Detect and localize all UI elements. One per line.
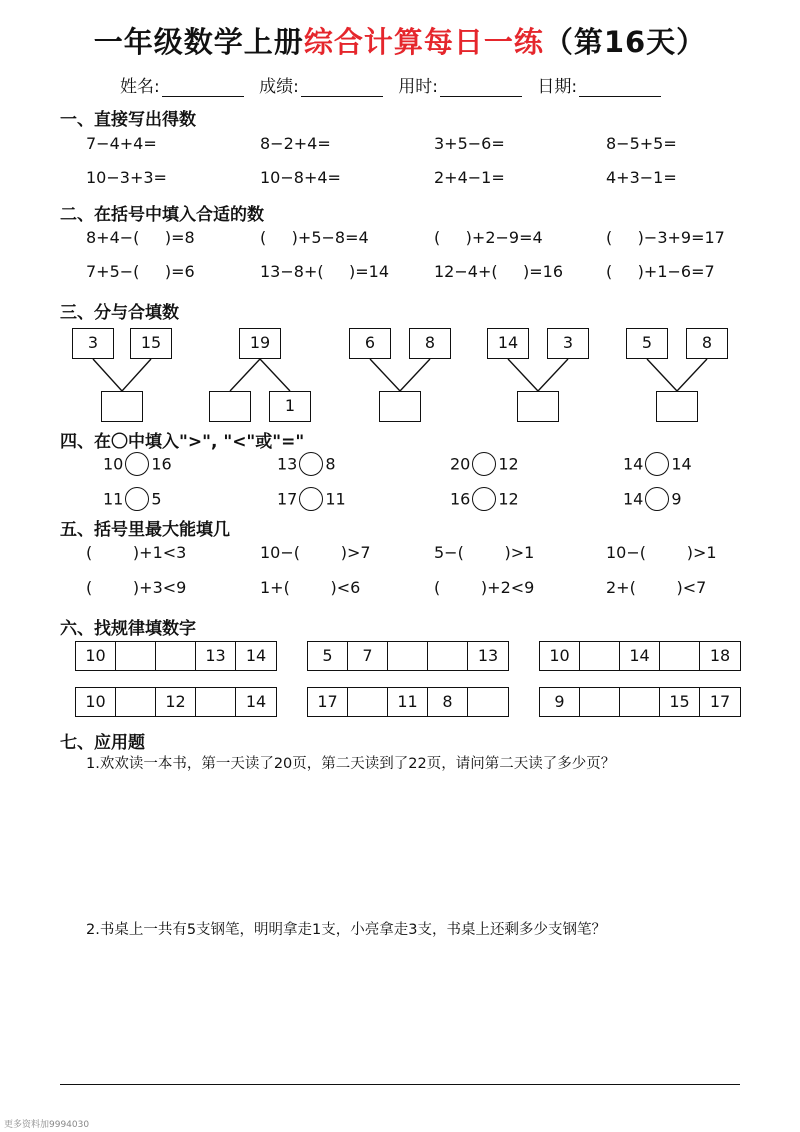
sequence-cell[interactable] <box>348 688 388 716</box>
compare-circle[interactable] <box>645 487 669 511</box>
compare-item: 20 12 <box>450 452 519 476</box>
q5-item: ( )+2<9 <box>434 578 535 597</box>
sequence-cell: 13 <box>196 642 236 670</box>
split-top-box: 8 <box>686 328 728 359</box>
section-heading-6: 六、找规律填数字 <box>60 619 196 639</box>
sequence-row <box>75 687 277 717</box>
sequence-cell: 10 <box>540 642 580 670</box>
sequence-cell: 17 <box>709 692 731 711</box>
sequence-cell[interactable] <box>156 642 196 670</box>
title-red: 综合计算每日一练 <box>303 25 544 59</box>
sequence-row <box>539 641 741 671</box>
compare-circle[interactable] <box>472 487 496 511</box>
answer-box[interactable] <box>656 391 698 422</box>
date-label: 日期: <box>537 77 578 97</box>
q5-item: 5−( )>1 <box>434 543 535 562</box>
time-field[interactable] <box>440 80 522 97</box>
sequence-cell: 17 <box>308 688 348 716</box>
section-heading-2: 二、在括号中填入合适的数 <box>60 205 264 225</box>
word-problem-1: 1.欢欢读一本书，第一天读了20页，第二天读到了22页，请问第二天读了多少页？ <box>86 756 616 772</box>
title-black: 一年级数学上册 <box>93 25 304 59</box>
answer-box[interactable] <box>379 391 421 422</box>
q5-item: ( )+3<9 <box>86 578 187 597</box>
q1-item: 3+5−6= <box>434 134 505 153</box>
q1-item: 2+4−1= <box>434 168 505 187</box>
name-label: 姓名: <box>120 77 160 97</box>
answer-box[interactable] <box>101 391 143 422</box>
title-suffix: （第16天） <box>543 25 707 59</box>
q2-item: 13−8+( )=14 <box>260 262 390 281</box>
compare-circle[interactable] <box>125 452 149 476</box>
word-problem-2: 2.书桌上一共有5支钢笔，明明拿走1支，小亮拿走3支，书桌上还剩多少支钢笔？ <box>86 922 607 938</box>
q5-item: 2+( )<7 <box>606 578 707 597</box>
name-field[interactable] <box>162 80 244 97</box>
split-top-box: 3 <box>547 328 589 359</box>
compare-circle[interactable] <box>125 487 149 511</box>
split-top-box: 8 <box>409 328 451 359</box>
q5-item: 10−( )>7 <box>260 543 371 562</box>
answer-box[interactable] <box>517 391 559 422</box>
split-top-box: 3 <box>72 328 114 359</box>
sequence-cell: 14 <box>245 646 267 665</box>
section-heading-1: 一、直接写出得数 <box>60 110 196 130</box>
q1-item: 8−2+4= <box>260 134 331 153</box>
sequence-row <box>75 641 277 671</box>
sequence-cell: 10 <box>76 688 116 716</box>
sequence-cell: 7 <box>348 642 388 670</box>
q2-item: ( )+1−6=7 <box>606 262 715 281</box>
split-top-box: 15 <box>130 328 172 359</box>
time-label: 用时: <box>398 77 439 97</box>
sequence-cell: 5 <box>308 642 348 670</box>
sequence-cell: 14 <box>620 642 660 670</box>
sequence-cell[interactable] <box>428 642 468 670</box>
compare-circle[interactable] <box>472 452 496 476</box>
compare-item: 10 16 <box>103 452 172 476</box>
q1-item: 7−4+4= <box>86 134 157 153</box>
compare-circle[interactable] <box>645 452 669 476</box>
compare-item: 17 11 <box>277 487 346 511</box>
student-info <box>120 72 671 97</box>
split-top-box: 19 <box>239 328 281 359</box>
split-top-box: 14 <box>487 328 529 359</box>
sequence-cell[interactable] <box>660 642 700 670</box>
section-heading-5: 五、括号里最大能填几 <box>60 520 230 540</box>
split-bottom-box: 1 <box>269 391 311 422</box>
q2-item: ( )−3+9=17 <box>606 228 725 247</box>
q1-item: 4+3−1= <box>606 168 677 187</box>
score-field[interactable] <box>301 80 383 97</box>
q1-item: 10−3+3= <box>86 168 167 187</box>
compare-item: 16 12 <box>450 487 519 511</box>
q5-item: ( )+1<3 <box>86 543 187 562</box>
q1-item: 8−5+5= <box>606 134 677 153</box>
page-title <box>0 20 800 61</box>
sequence-cell[interactable] <box>116 688 156 716</box>
split-top-box: 6 <box>349 328 391 359</box>
footer-divider <box>60 1084 740 1085</box>
sequence-cell[interactable] <box>116 642 156 670</box>
sequence-row <box>539 687 741 717</box>
compare-item: 14 9 <box>623 487 682 511</box>
compare-circle[interactable] <box>299 452 323 476</box>
sequence-cell: 11 <box>388 688 428 716</box>
q2-item: ( )+2−9=4 <box>434 228 543 247</box>
sequence-cell: 12 <box>156 688 196 716</box>
compare-item: 14 14 <box>623 452 692 476</box>
sequence-cell: 15 <box>660 688 700 716</box>
footnote: 更多资料加9994030 <box>4 1120 90 1130</box>
sequence-row <box>307 687 509 717</box>
sequence-cell[interactable] <box>580 642 620 670</box>
sequence-cell: 9 <box>540 688 580 716</box>
q5-item: 1+( )<6 <box>260 578 361 597</box>
compare-item: 13 8 <box>277 452 336 476</box>
answer-box[interactable] <box>209 391 251 422</box>
date-field[interactable] <box>579 80 661 97</box>
compare-circle[interactable] <box>299 487 323 511</box>
q2-item: 12−4+( )=16 <box>434 262 564 281</box>
q1-item: 10−8+4= <box>260 168 341 187</box>
sequence-cell: 18 <box>709 646 731 665</box>
compare-item: 11 5 <box>103 487 162 511</box>
q2-item: 8+4−( )=8 <box>86 228 195 247</box>
sequence-cell: 14 <box>245 692 267 711</box>
q5-item: 10−( )>1 <box>606 543 717 562</box>
sequence-cell[interactable] <box>196 688 236 716</box>
sequence-cell: 13 <box>477 646 499 665</box>
sequence-cell: 10 <box>76 642 116 670</box>
sequence-cell[interactable] <box>620 688 660 716</box>
sequence-cell: 8 <box>428 688 468 716</box>
score-label: 成绩: <box>259 77 299 97</box>
section-heading-4: 四、在〇中填入">", "<"或"=" <box>60 432 305 452</box>
sequence-cell[interactable] <box>388 642 428 670</box>
sequence-row <box>307 641 509 671</box>
section-heading-3: 三、分与合填数 <box>60 303 179 323</box>
section-heading-7: 七、应用题 <box>60 733 145 753</box>
q2-item: ( )+5−8=4 <box>260 228 369 247</box>
split-top-box: 5 <box>626 328 668 359</box>
q2-item: 7+5−( )=6 <box>86 262 195 281</box>
sequence-cell[interactable] <box>580 688 620 716</box>
sequence-cell[interactable] <box>468 688 508 716</box>
